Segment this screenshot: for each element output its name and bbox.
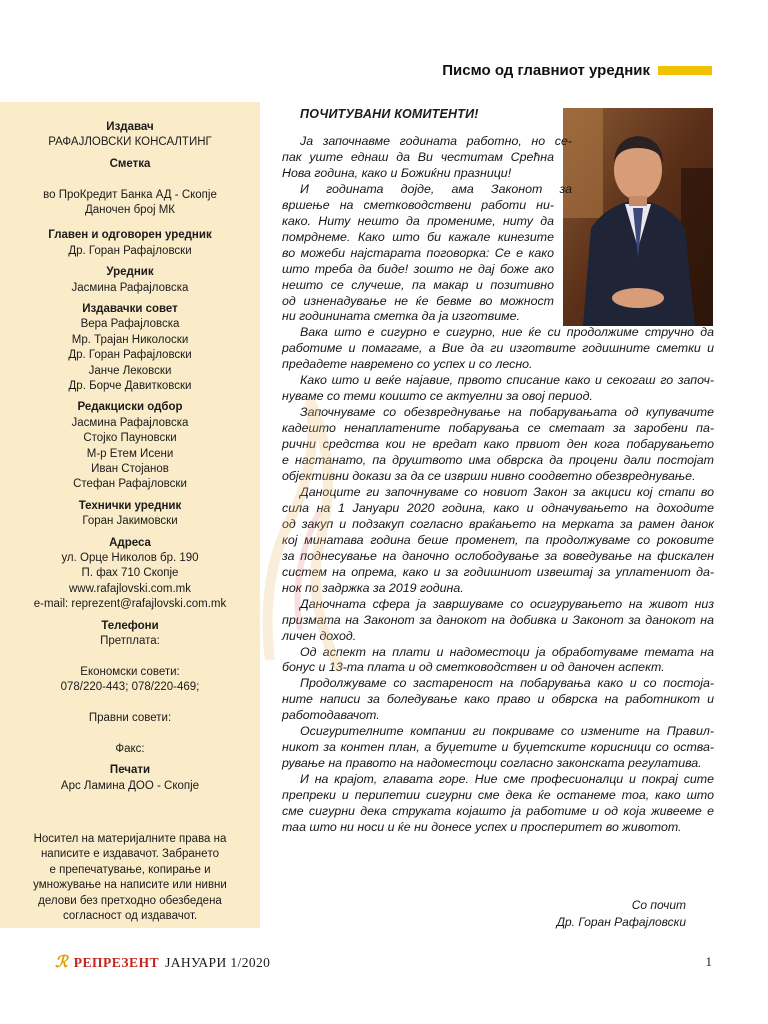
letter-line: Продолжуваме со застареност на побарувања како и со постоја- [300,676,714,691]
masthead-line: РАФАЈЛОВСКИ КОНСАЛТИНГ [48,136,212,149]
masthead-block [0,400,260,492]
masthead-line: Јасмина Рафајловска [71,416,189,429]
letter-line: призмата на Законот за данокот на добивка и Законот за данокот на [282,612,714,627]
letter-line: систем на опрема, како и за годишниот извештај за уплатениот да- [282,564,714,579]
letter-line: од изненадување не ќе бевме во можност [282,293,554,308]
masthead-block [0,157,260,219]
salutation: ПОЧИТУВАНИ КОМИТЕНТИ! [300,107,479,121]
letter-line: од закуп и подзакуп согласно враќањето на мерката за рамен данок [282,516,714,531]
page-number: 1 [705,954,712,969]
brand-mark-icon: ℛ [55,954,68,971]
copyright-line: е препечатување, копирање и [49,863,211,876]
copyright-line: Носител на материјалните права на [33,833,227,845]
copyright-line: написите е издавачот. Забранeто [40,848,220,861]
letter-line: како. Ниту нешто да промениме, ниту да [282,213,554,228]
issue-label: ЈАНУАРИ 1/2020 [165,955,271,970]
letter-line: во можеби најстарата поговорка: Се е како [282,245,554,260]
letter-line: работодавачот. [282,708,380,723]
masthead-line[interactable]: e-mail: reprezent@rafajlovski.com.mk [33,598,227,611]
brand-name: РЕПРЕЗЕНТ [73,955,160,970]
letter-line: е настанато, па друштвото има обврска да процени дали постојат [282,453,714,468]
letter-line: рични средства кои не вредат како првиот ден кога побарувањето [282,437,714,452]
letter-line: нуваме со теми коишто се актуелни за овој период. [282,389,593,404]
letter-line: нок по задржка за 2019 година. [282,580,464,595]
copyright-line: согласност од издавачот. [62,910,198,923]
masthead-heading: Главен и одговорен уредник [48,229,212,242]
masthead-block [0,499,260,530]
section-title: Писмо од главниот уредник [442,62,650,79]
letter-line: објективни докази за да се изврши нивно соодветно обезвреднување. [282,469,696,484]
letter-line: Започнуваме со обезвреднување на побарувањата од купувачите [300,405,714,420]
letter-line: И годината дојде, ама Законот за [300,181,572,196]
masthead-block [0,265,260,296]
letter-line: ните написи за боледување како право и обврска на работникот и [282,692,714,707]
letter-line: таа што ни носи и ќе ни донесе успех и просперитет во животот. [282,819,682,834]
letter-line: нешто се случеше, па макар и позитивно [282,277,554,292]
masthead-line: 078/220-443; 078/220-469; [60,681,200,694]
masthead-heading: Издавач [106,121,154,133]
masthead-block [0,120,260,151]
section-header [442,62,712,79]
letter-line: Нова година, како и Божиќни празници! [282,165,512,180]
letter-line: пак уште еднаш да Ви честитам Срећна [282,149,554,164]
masthead-line[interactable]: www.rafajlovski.com.mk [68,582,192,595]
masthead-line: Јасмина Рафајловска [71,281,189,294]
masthead-block [0,619,260,758]
letter-line: работиме и помагаме, а Вие да ги изготвите годишните сметки и [282,341,714,356]
letter-line: Од аспект на плати и надоместоци ја обработуваме темата на [300,644,714,659]
letter-line: Вака што е сигурно е сигурно, ние ќе си продолжиме стручно да [300,325,714,340]
letter-line: за поднесување на даночно ослободување за воведување на фискален [282,548,714,563]
masthead-line: Арс Ламина ДОО - Скопје [60,779,200,792]
masthead-line: Претплата: [100,635,160,647]
copyright-line: делови без претходно обезбедена [38,894,222,907]
masthead-heading: Сметка [109,157,151,170]
letter-line: никот за контен план, а буџетите и буџетските корисници со оства- [282,740,714,755]
masthead-block [0,228,260,259]
masthead-line: Јанче Лековски [88,364,172,377]
letter-line: кадешто ненаплатените побарувања се сметаат за заробени па- [282,421,714,436]
masthead-line: Факс: [115,742,145,755]
closing-signature [557,897,686,931]
letter-line: помрднеме. Како што би кажале кинезите [282,229,554,244]
letter-line: рување на правото на надоместоци согласно законската регулатива. [282,756,702,771]
masthead-line: Стефан Рафајловски [73,478,187,491]
masthead-heading: Издавачки совет [82,303,178,315]
masthead-line: Правни совети: [88,712,172,724]
closing-phrase: Со почит [631,898,686,912]
letter-line: личен доход. [282,628,357,643]
masthead-sidebar [0,102,260,928]
letter-line: вршење на сметководствени работи ни- [282,197,554,212]
masthead-heading: Уредник [106,266,154,279]
letter-body [282,134,714,836]
masthead-line: М-р Етем Исени [86,447,174,460]
masthead-line [0,649,260,664]
letter-line: И на крајот, главата горе. Ние сме професионалци и покрај сите [300,772,714,787]
masthead-heading: Адреса [109,536,151,549]
letter-line: Даночната сфера ја завршуваме со осигурувањето на живот низ [300,596,714,611]
letter-line: ни годинината сметка да ја изготвиме. [282,309,520,324]
masthead-line: Др. Горан Рафајловски [68,349,192,362]
letter-line: што треба да биде! зошто не дај боже ако [282,261,554,276]
footer-brand [55,952,270,972]
masthead-line: во ПроКредит Банка АД - Скопје [43,188,217,201]
masthead-line: Даночен број МК [84,204,176,216]
masthead-line: Др. Борче Давитковски [68,380,192,393]
letter-line: препреки и перипетии сигурни сме дека ќе останеме тоа, како што [282,788,714,803]
letter-line: кој минатава година беше променет, па продолжуваме со роковите [282,532,714,547]
masthead-block [0,302,260,394]
masthead-block [0,536,260,613]
signatory-name: Др. Горан Рафајловски [556,915,686,929]
masthead-heading: Печати [109,764,151,777]
letter-line: сме сигурни дека струката којашто ја работиме и од која живееме е [282,804,714,819]
masthead-line [0,172,260,187]
letter-line: предадете навремено со успех и со лесно. [282,357,533,372]
letter-line: бонус и 13-та плата и од сметководствен и од даночен аспект. [282,660,665,675]
masthead-heading: Редакциски одбор [77,401,183,414]
copyright-line: умножување на написите или нивни [33,879,227,892]
masthead-line [0,726,260,741]
masthead-block [0,763,260,794]
masthead-line: Горан Јакимовски [82,515,178,528]
letter-line: Ја започнавме годината работно, но се- [300,134,572,148]
masthead-line: Вера Рафајловска [80,318,180,331]
masthead-heading: Телефони [101,619,159,632]
letter-line: Како што и веќе најавие, првото списание како и секогаш го започ- [300,373,714,388]
masthead-line: Др. Горан Рафајловски [68,244,192,257]
masthead-heading: Технички уредник [78,499,182,512]
accent-bar [658,66,712,75]
masthead-line: Стојко Пауновски [83,432,177,445]
copyright-note [0,832,260,924]
masthead-line [0,696,260,711]
masthead-line: Мр. Трајан Николоски [71,333,189,346]
letter-line: сила на 1 Јануари 2020 година, како и одначувањето на доходите [282,500,714,515]
letter-line: Даноците ги започнуваме со новиот Закон за акциси кој стапи во [300,484,714,499]
masthead-line: Економски совети: [80,665,180,678]
letter-line: Осигурителните компании ги покриваме со измените на Правил- [300,724,714,739]
masthead-line: П. фах 710 Скопје [81,567,179,580]
masthead-line: ул. Орце Николов бр. 190 [61,552,199,564]
masthead-line: Иван Стојанов [91,463,169,476]
